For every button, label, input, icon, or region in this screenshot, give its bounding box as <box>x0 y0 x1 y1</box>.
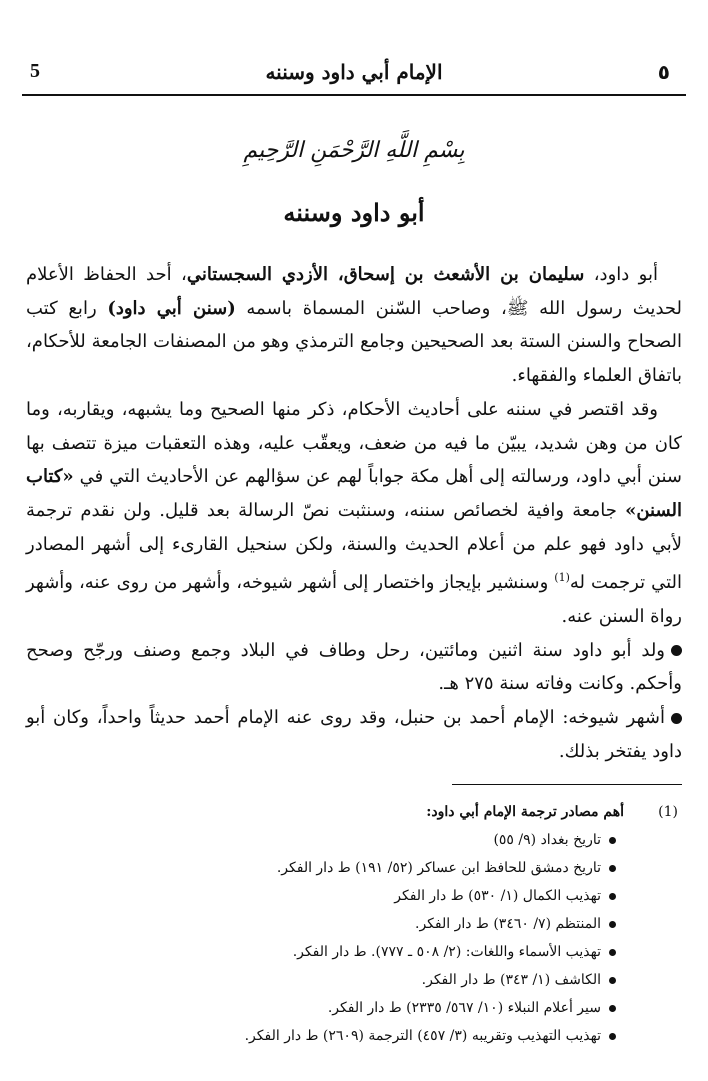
list-item <box>60 826 616 854</box>
paragraph-intro <box>26 258 682 393</box>
list-item <box>60 1022 616 1050</box>
text-span: وسنشير بإيجاز واختصار إلى أشهر شيوخه، وأشهر من روى عنه، وأشهر رواة السنن عنه. <box>26 572 682 628</box>
footnote <box>60 798 678 1050</box>
list-item <box>60 994 616 1022</box>
footnote-source-list <box>60 826 678 1050</box>
text-span: وقد اقتصر في سننه على أحاديث الأحكام، ذكر منها الصحيح وما يشبهه، ويقاربه، وما كان من وهن شديد، يبيّن ما فيه من ضعف، ويعقّب عليه، وهذه التعقبات ميزة تتصف بها سنن أبي داود، ورسالته إلى أهل مكة جواباً لهم عن سؤالهم عن الأحاديث التي في <box>26 398 682 488</box>
page-number-latin: 5 <box>30 60 40 82</box>
book-name: (سنن أبي داود) <box>107 297 236 319</box>
paragraph-teachers <box>26 701 682 768</box>
bullet-icon <box>671 713 682 724</box>
bullet-icon <box>609 977 616 984</box>
paragraph-method <box>26 393 682 634</box>
text-span: ولد أبو داود سنة اثنين ومائتين، رحل وطاف في البلاد وجمع وصنف ورجّح وصحح وأحكم. وكانت وفاته سنة ٢٧٥ هـ. <box>26 639 682 695</box>
text-span: جامعة وافية لخصائص سننه، وسنثبت نصّ الرسالة بعد قليل. ولن نقدم ترجمة لأبي داود فهو علم من أعلام الحديث والسنة، ولكن سنحيل القارىء إلى أشهر المصادر التي ترجمت له <box>26 499 682 594</box>
book-title-quoted: «كتاب السنن» <box>26 466 682 521</box>
chapter-title: أبو داود وسننه <box>283 198 425 227</box>
list-item <box>60 910 616 938</box>
bullet-icon <box>609 1005 616 1012</box>
list-item <box>60 938 616 966</box>
footnote-reference: (1) <box>554 571 570 585</box>
footnote-heading <box>60 798 678 826</box>
source-citation: تاريخ بغداد (٩/ ٥٥) <box>493 832 601 848</box>
body-text <box>26 258 682 769</box>
bullet-icon <box>609 865 616 872</box>
source-citation: سير أعلام النبلاء (١٠/ ٥٦٧/ ٢٣٣٥) ط دار الفكر. <box>327 1000 601 1016</box>
text-span: رابع كتب الصحاح والسنن الستة بعد الصحيحين وجامع الترمذي وهو من المصنفات الجامعة للأحكام، باتفاق العلماء والفقهاء. <box>26 297 682 387</box>
list-item <box>60 882 616 910</box>
source-citation: تهذيب الكمال (١/ ٥٣٠) ط دار الفكر <box>394 888 601 904</box>
list-item <box>60 854 616 882</box>
running-header <box>30 52 678 92</box>
footnote-number: (1) <box>658 804 678 820</box>
text-span: أبو داود، <box>584 264 658 285</box>
bullet-icon <box>609 1033 616 1040</box>
bullet-icon <box>609 837 616 844</box>
author-full-name: سليمان بن الأشعث بن إسحاق، الأزدي السجستاني <box>186 264 585 285</box>
source-citation: المنتظم (٧/ ٣٤٦٠) ط دار الفكر. <box>415 916 601 932</box>
header-rule <box>22 94 686 96</box>
bullet-icon <box>671 645 682 656</box>
paragraph-birth <box>26 634 682 701</box>
bullet-icon <box>609 949 616 956</box>
text-span: ، أحد الحفاظ الأعلام لحديث رسول الله ﷺ، وصاحب السّنن المسماة باسمه <box>26 264 682 319</box>
page-number-arabic: ٥ <box>657 60 670 84</box>
footnote-rule <box>452 784 682 785</box>
bullet-icon <box>609 893 616 900</box>
basmala: بِسْمِ اللَّهِ الرَّحْمَنِ الرَّحِيمِ <box>243 138 465 163</box>
footnote-heading-text: أهم مصادر ترجمة الإمام أبي داود: <box>426 804 624 820</box>
source-citation: تاريخ دمشق للحافظ ابن عساكر (٥٢/ ١٩١) ط دار الفكر. <box>276 860 601 876</box>
source-citation: الكاشف (١/ ٣٤٣) ط دار الفكر. <box>421 972 601 988</box>
text-span: أشهر شيوخه: الإمام أحمد بن حنبل، وقد روى عنه الإمام أحمد حديثاً واحداً، وكان أبو داود يفتخر بذلك. <box>26 707 682 762</box>
source-citation: تهذيب الأسماء واللغات: (٢/ ٥٠٨ ـ ٧٧٧). ط دار الفكر. <box>292 944 601 960</box>
source-citation: تهذيب التهذيب وتقريبه (٣/ ٤٥٧) الترجمة (٢٦٠٩) ط دار الفكر. <box>244 1028 601 1044</box>
running-title: الإمام أبي داود وسننه <box>265 60 443 84</box>
list-item <box>60 966 616 994</box>
bullet-icon <box>609 921 616 928</box>
